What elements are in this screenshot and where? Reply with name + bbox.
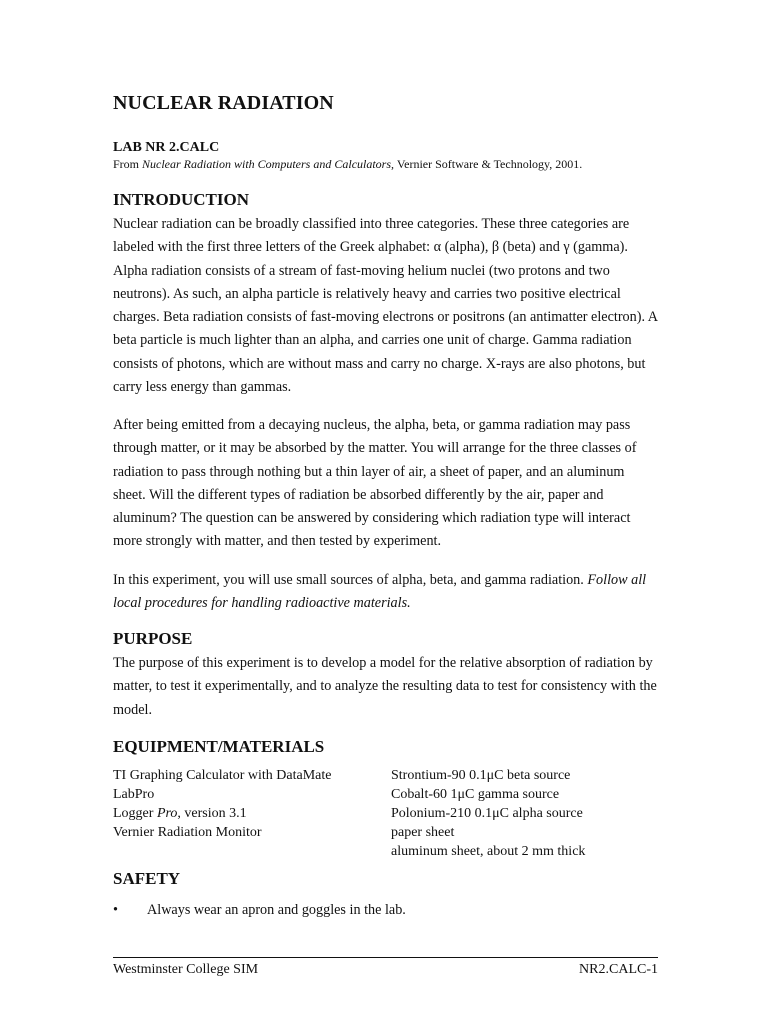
equipment-item: TI Graphing Calculator with DataMate (113, 768, 332, 783)
footer-divider (113, 957, 658, 958)
equipment-item: LabPro (113, 787, 155, 802)
equipment-column-left (113, 766, 331, 842)
lab-code: LAB NR 2.CALC (113, 140, 220, 155)
purpose-heading: PURPOSE (113, 629, 193, 648)
equipment-item: paper sheet (391, 825, 455, 840)
equipment-item: Strontium-90 0.1μC beta source (391, 768, 571, 783)
equipment-item-suffix: , version 3.1 (177, 806, 247, 821)
footer-institution: Westminster College SIM (113, 962, 259, 977)
source-book-title: Nuclear Radiation with Computers and Calculators, (142, 157, 395, 171)
purpose-paragraph: The purpose of this experiment is to develop a model for the relative absorption of radiation by matter, to test it experimentally, and to analyze the resulting data to test for consistency with the model. (113, 655, 657, 718)
equipment-heading: EQUIPMENT/MATERIALS (113, 737, 325, 756)
introduction-paragraph-2: After being emitted from a decaying nucleus, the alpha, beta, or gamma radiation may pass through matter, or it may be absorbed by the matter. You will arrange for the three classes of radiation to pass through nothing but a thin layer of air, a sheet of paper, and an aluminum sheet. Will the different types of radiation be absorbed differently by the air, paper and aluminum? The question can be answered by considering which radiation type will interact more strongly with matter, and then tested by experiment. (113, 417, 637, 550)
introduction-heading: INTRODUCTION (113, 190, 250, 209)
introduction-paragraph-1: Nuclear radiation can be broadly classified into three categories. These three categories are labeled with the first three letters of the Greek alphabet: α (alpha), β (beta) and γ (gamma). Alpha radiation consists of a stream of fast-moving helium nuclei (two protons and two neutrons). As such, an alpha particle is relatively heavy and carries two positive electrical charges. Beta radiation consists of fast-moving electrons or positrons (an antimatter electron). A beta particle is much lighter than an alpha, and carries one unit of charge. Gamma radiation consists of photons, which are without mass and carry no charge. X-rays are also photons, but carry less energy than gammas. (113, 216, 658, 396)
equipment-item: Cobalt-60 1μC gamma source (391, 787, 560, 802)
introduction-paragraph-3-text: In this experiment, you will use small sources of alpha, beta, and gamma radiation. (113, 572, 584, 588)
document-title: NUCLEAR RADIATION (113, 92, 334, 114)
source-citation (113, 157, 582, 172)
equipment-item: Polonium-210 0.1μC alpha source (391, 806, 583, 821)
safety-procedures-note: Follow all local procedures for handling radioactive materials. (113, 572, 647, 612)
document-page (113, 0, 658, 1024)
equipment-item: Vernier Radiation Monitor (113, 825, 262, 840)
equipment-item-italic: Pro (156, 806, 178, 821)
equipment-item (113, 804, 331, 823)
equipment-item-prefix: Logger (113, 806, 157, 821)
safety-item-text: Always wear an apron and goggles in the lab. (147, 902, 406, 918)
bullet-icon: • (113, 902, 118, 918)
equipment-item: aluminum sheet, about 2 mm thick (391, 844, 586, 859)
introduction-paragraph-3 (113, 569, 658, 616)
source-prefix: From (113, 157, 143, 171)
footer-page-number: NR2.CALC-1 (579, 962, 658, 977)
equipment-column-right (391, 766, 585, 861)
source-suffix: Vernier Software & Technology, 2001. (394, 157, 583, 171)
safety-heading: SAFETY (113, 869, 181, 888)
